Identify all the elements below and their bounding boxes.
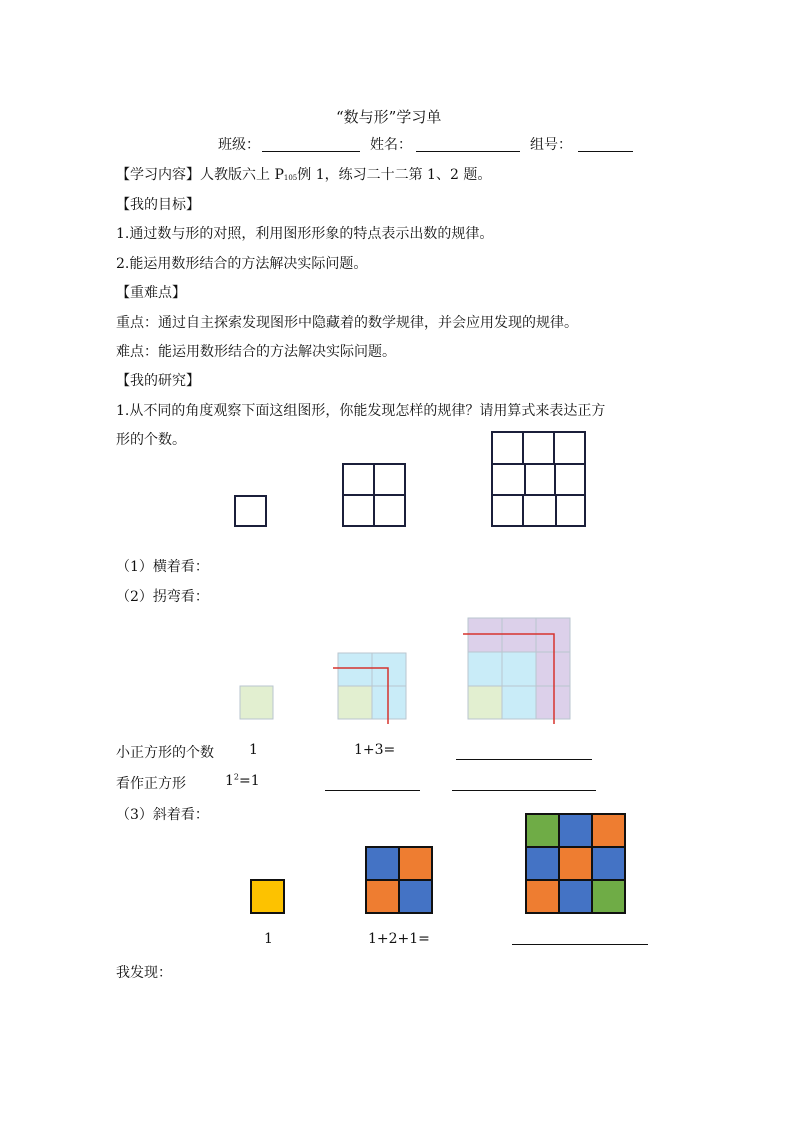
content-prefix: 【学习内容】人教版六上 P [116,167,284,183]
square-base: 1 [225,773,234,789]
count-1: 1 [249,742,258,758]
count-label: 小正方形的个数 [116,745,214,761]
key-point: 重点：通过自主探索发现图形中隐藏着的数学规律，并会应用发现的规律。 [116,315,578,331]
content-page-sub: 105 [283,174,298,182]
square-exp: 2 [233,772,240,782]
turn-view-label: （2）拐弯看： [116,589,209,605]
diag-1: 1 [264,931,273,947]
count-2: 1+3= [354,742,396,758]
group-label: 组号： [530,137,572,153]
diag-square-1x1 [251,880,284,913]
content-suffix: 例 1，练习二十二第 1、2 题。 [297,167,492,183]
horizontal-view-label: （1）横着看： [116,559,209,575]
diagonal-view-label: （3）斜着看： [116,807,209,823]
diag-answer-3[interactable] [512,944,648,945]
key-points-heading: 【重难点】 [116,285,186,301]
diag-square-2x2 [366,847,432,913]
class-label: 班级： [218,137,260,153]
question-line-2: 形的个数。 [116,432,186,448]
difficult-point: 难点：能运用数形结合的方法解决实际问题。 [116,344,396,360]
square-label: 看作正方形 [116,776,186,792]
goal-item-2: 2.能运用数形结合的方法解决实际问题。 [116,256,368,272]
goal-item-1: 1.通过数与形的对照，利用图形形象的特点表示出数的规律。 [116,226,494,242]
diag-square-3x3 [526,814,625,913]
diag-2: 1+2+1= [368,931,430,947]
page-title: “数与形”学习单 [336,108,442,126]
discovery-label: 我发现： [116,965,172,981]
research-heading: 【我的研究】 [116,373,200,389]
question-line-1: 1.从不同的角度观察下面这组图形，你能发现怎样的规律？请用算式来表达正方 [116,403,606,419]
square-result: =1 [239,773,260,789]
name-label: 姓名： [370,137,412,153]
goals-heading: 【我的目标】 [116,197,200,213]
